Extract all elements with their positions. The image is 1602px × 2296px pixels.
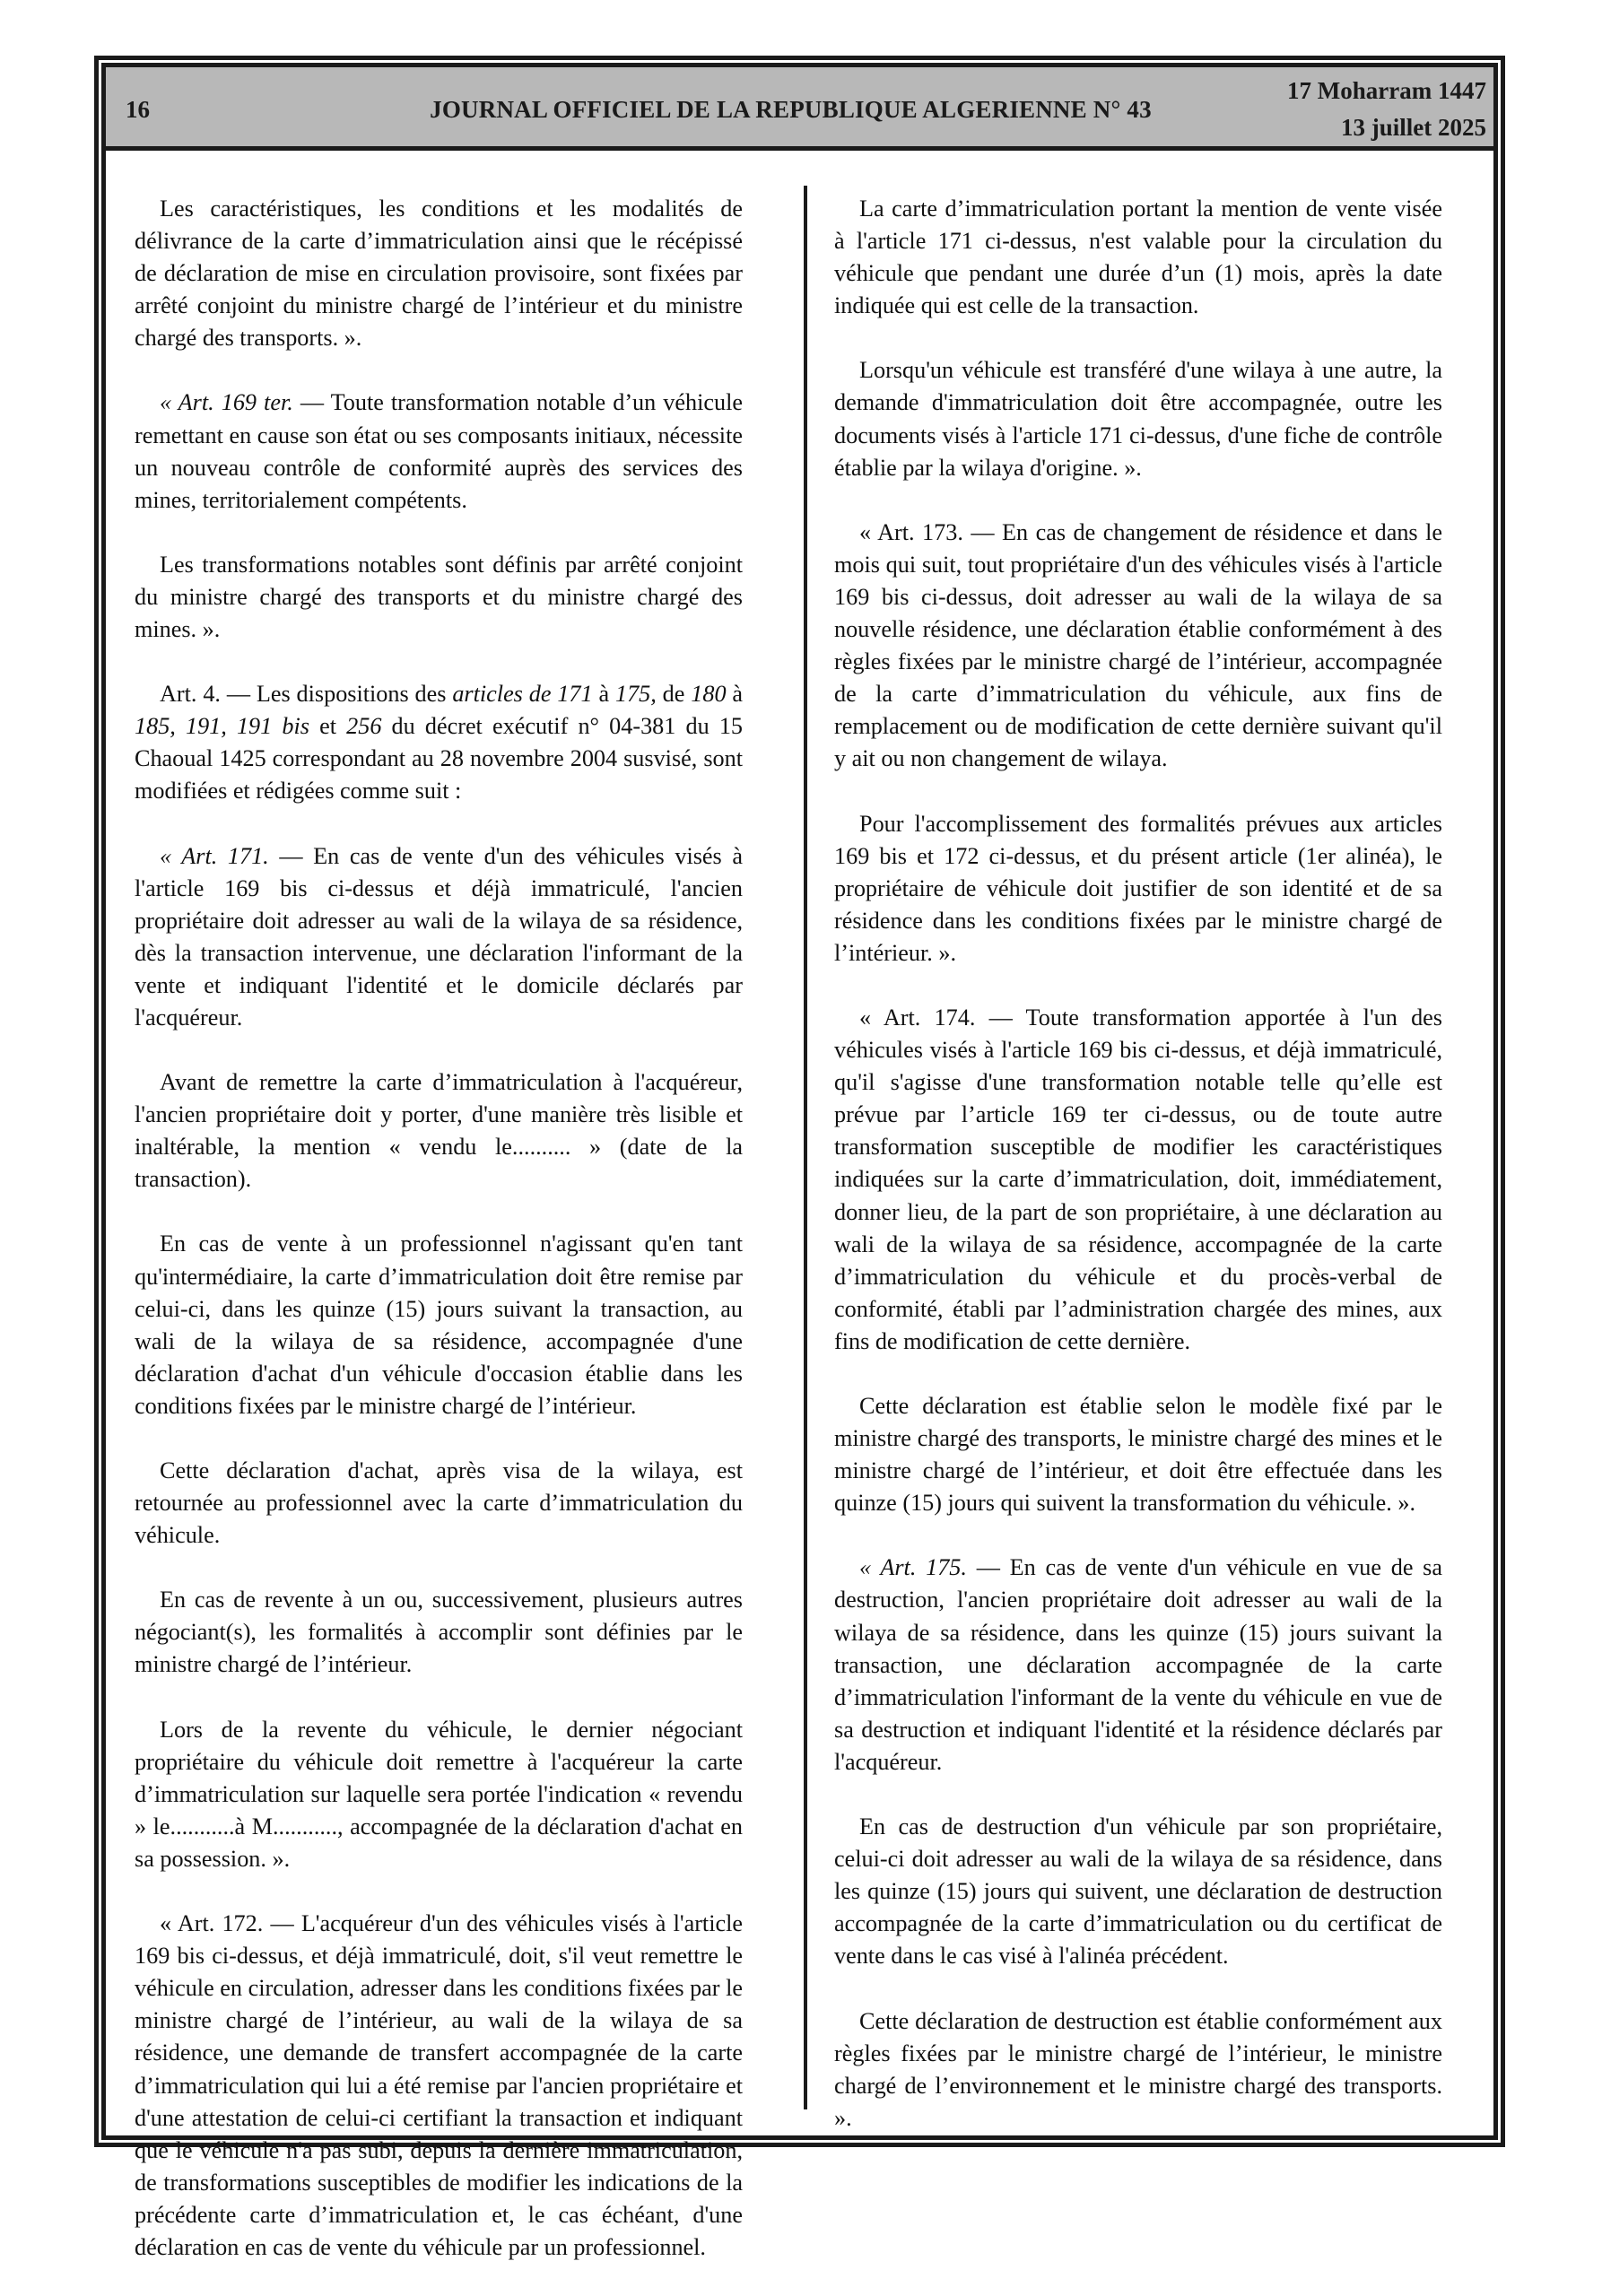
journal-header [106,67,1493,151]
page-number: 16 [126,96,150,123]
text-run-italic: 256 [346,713,382,740]
text-run: à [592,681,615,708]
left-column [135,193,743,2296]
text-run: du décret exécutif n° 04-381 du 15 Chaoual 1425 correspondant au 28 novembre 2004 susvisé, sont modifiées et rédigées comme suit : [135,713,744,804]
article-heading: « Art. 169 ter. [160,389,293,416]
page-frame [94,56,1505,2260]
paragraph: En cas de destruction d'un véhicule par son propriétaire, celui-ci doit adresser au wali de la wilaya de sa résidence, dans les quinze (15) jours qui suivent, une déclaration de destruction accompagnée de la carte d’immatriculation ou du certificat de vente dans le cas visé à l'alinéa précédent. [834,1813,1442,1970]
article-body: — En cas de vente d'un véhicule en vue de sa destruction, l'ancien propriétaire doit adresser au wali de la wilaya de sa résidence, dans les quinze (15) jours suivant la transaction, une déclaration accompagnée de la carte d’immatriculation l'informant de la vente du véhicule en vue de sa destruction et indiquant l'identité et la résidence déclarés par l'acquéreur. [834,1554,1443,1775]
paragraph: En cas de revente à un ou, successivement, plusieurs autres négociant(s), les formalités à accomplir sont définies par le ministre chargé de l’intérieur. [135,1587,743,1678]
paragraph: Cette déclaration est établie selon le modèle fixé par le ministre chargé des transports, le ministre chargé des mines et le ministre chargé de l’intérieur, et doit être effectuée dans les quinze (15) jours qui suivent la transformation du véhicule. ». [834,1393,1442,1517]
page-inner-frame [101,63,1498,2260]
text-run: et [309,713,347,740]
column-divider [804,186,807,2109]
article-body: — Toute transformation notable d’un véhicule remettant en cause son état ou ses composants initiaux, nécessite un nouveau contrôle de conformité auprès des services des mines, territorialement compétents. [135,389,743,513]
article-body: — En cas de vente d'un des véhicules visés à l'article 169 bis ci-dessus et déjà immatriculé, l'ancien propriétaire doit adresser au wali de la wilaya de sa résidence, dès la transaction intervenue, une déclaration l'informant de la vente et indiquant l'identité et le domicile déclarés par l'acquéreur. [135,842,743,1031]
paragraph: Cette déclaration d'achat, après visa de la wilaya, est retournée au professionnel avec la carte d’immatriculation du véhicule. [135,1457,743,1549]
article-171 [135,840,743,1035]
article-heading: « Art. 175. [859,1554,967,1581]
article-169-ter [135,387,743,516]
article-175 [834,1552,1442,1779]
article-173: « Art. 173. — En cas de changement de résidence et dans le mois qui suit, tout propriétaire d'un des véhicules visés à l'article 169 bis ci-dessus, doit adresser au wali de la wilaya de sa nouvelle résidence, une déclaration établie conformément à des règles fixées par le ministre chargé de l’intérieur, accompagnée de la carte d’immatriculation du véhicule, aux fins de remplacement ou de modification de cette dernière suivant qu'il y ait ou non changement de wilaya. [834,518,1442,772]
paragraph: Cette déclaration de destruction est établie conformément aux règles fixées par le ministre chargé de l’intérieur, le ministre chargé de l’environnement et le ministre chargé des transports. ». [834,2007,1442,2131]
text-run-italic: 185, 191, 191 bis [135,713,309,740]
text-run: de [656,681,692,708]
paragraph: Les transformations notables sont définis par arrêté conjoint du ministre chargé des transports et du ministre chargé des mines. ». [135,551,743,643]
paragraph: La carte d’immatriculation portant la mention de vente visée à l'article 171 ci-dessus, n'est valable pour la circulation du véhicule que pendant une durée d’un (1) mois, après la date indiquée qui est celle de la transaction. [834,196,1442,319]
paragraph: Avant de remettre la carte d’immatriculation à l'acquéreur, l'ancien propriétaire doit y porter, d'une manière très lisible et inaltérable, la mention « vendu le.......... » (date de la transaction). [135,1069,743,1193]
text-run-italic: 180 [691,681,727,708]
text-run: à [726,681,744,708]
article-174: « Art. 174. — Toute transformation apportée à l'un des véhicules visés à l'article 169 bis ci-dessus, et déjà immatriculé, qu'il s'agisse d'une transformation notable telle qu’elle est prévue par l’article 169 ter ci-dessus, ou de toute autre transformation susceptible de modifier les caractéristiques indiquées sur la carte d’immatriculation, doit, immédiatement, donner lieu, de la part de son propriétaire, à une déclaration au wali de la wilaya de sa résidence, accompagnée de la carte d’immatriculation du véhicule et du procès-verbal de conformité, établi par l’administration chargée des mines, aux fins de modification de cette dernière. [834,1004,1442,1354]
text-run-italic: 175, [614,681,657,708]
article-172: « Art. 172. — L'acquéreur d'un des véhicules visés à l'article 169 bis ci-dessus, et déjà immatriculé, doit, s'il veut remettre le véhicule en circulation, adresser dans les conditions fixées par le ministre chargé de l’intérieur, au wali de la wilaya de sa résidence, une demande de transfert accompagnée de la carte d’immatriculation qui lui a été remise par l'ancien propriétaire et d'une attestation de celui-ci certifiant la transaction et indiquant que le véhicule n'a pas subi, depuis la dernière immatriculation, de transformations susceptibles de modifier les indications de la précédente carte d’immatriculation et, le cas échéant, d'une déclaration en cas de vente du véhicule par un professionnel. [135,1910,743,2260]
journal-title: JOURNAL OFFICIEL DE LA REPUBLIQUE ALGERIENNE N° 43 [430,96,1152,123]
paragraph: Les caractéristiques, les conditions et les modalités de délivrance de la carte d’immatriculation ainsi que le récépissé de déclaration de mise en circulation provisoire, sont fixées par arrêté conjoint du ministre chargé de l’intérieur et du ministre chargé des transports. ». [135,196,743,352]
paragraph: Pour l'accomplissement des formalités prévues aux articles 169 bis et 172 ci-dessus, et du présent article (1er alinéa), le propriétaire de véhicule doit justifier de son identité et de sa résidence dans les conditions fixées par le ministre chargé de l’intérieur. ». [834,810,1442,966]
text-run: Art. 4. — Les dispositions des [160,681,453,708]
article-heading: « Art. 171. [160,842,269,869]
paragraph: En cas de vente à un professionnel n'agissant qu'en tant qu'intermédiaire, la carte d’immatriculation doit être remise par celui-ci, dans les quinze (15) jours suivant la transaction, au wali de la wilaya de sa résidence, accompagnée d'une déclaration d'achat d'un véhicule d'occasion établie dans les conditions fixées par le ministre chargé de l’intérieur. [135,1231,743,1419]
issue-dates [1287,73,1486,146]
text-run-italic: articles de 171 [452,681,593,708]
article-4 [135,678,743,807]
paragraph: Lors de la revente du véhicule, le dernier négociant propriétaire du véhicule doit remettre à l'acquéreur la carte d’immatriculation sur laquelle sera portée l'indication « revendu » le...........à M..........., accompagnée de la déclaration d'achat en sa possession. ». [135,1716,743,1872]
hijri-date: 17 Moharram 1447 [1287,77,1486,104]
gregorian-date: 13 juillet 2025 [1341,114,1486,141]
right-column [834,193,1442,2167]
paragraph: Lorsqu'un véhicule est transféré d'une wilaya à une autre, la demande d'immatriculation doit être accompagnée, outre les documents visés à l'article 171 ci-dessus, d'une fiche de contrôle établie par la wilaya d'origine. ». [834,357,1442,481]
